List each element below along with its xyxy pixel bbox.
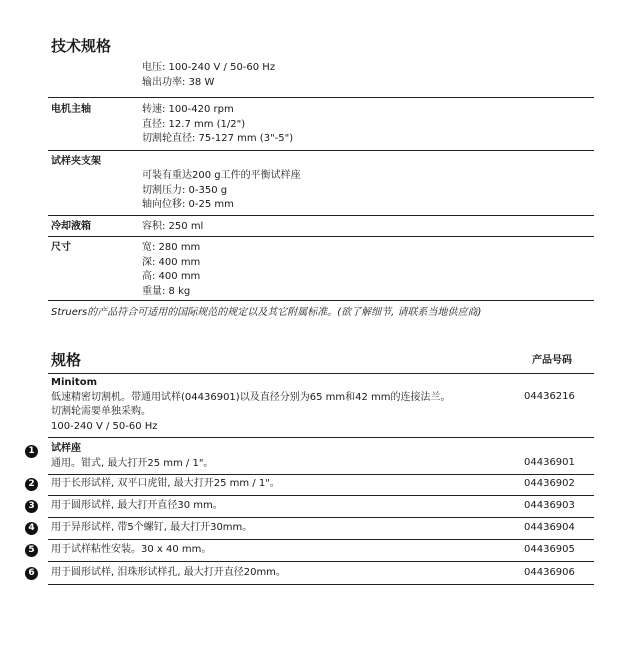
number-badge: 6 [25, 567, 38, 580]
spec-value: 输出功率: 38 W [142, 76, 215, 88]
item-code: 04436905 [524, 544, 575, 555]
item-description: 用于异形试样, 带5个螺钉, 最大打开30mm。 [51, 522, 253, 533]
item-code: 04436902 [524, 478, 575, 489]
product-description: 低速精密切割机。带通用试样(04436901)以及直径分别为65 mm和42 mm的连接法兰。 [51, 391, 451, 403]
number-badge: 5 [25, 544, 38, 557]
number-badge: 1 [25, 445, 38, 458]
divider [48, 236, 594, 237]
compliance-note: Struers的产品符合可适用的国际规范的规定以及其它附属标准。(欲了解细节, 请联系当地供应商) [51, 307, 482, 318]
divider [48, 373, 594, 374]
item-code: 04436903 [524, 500, 575, 511]
technical-specs-title: 技术规格 [51, 37, 112, 55]
spec-value: 重量: 8 kg [142, 285, 191, 297]
item-code: 04436904 [524, 522, 575, 533]
product-description: 切割轮需要单独采购。 [51, 406, 151, 417]
spec-value: 直径: 12.7 mm (1/2") [142, 118, 246, 130]
divider [48, 215, 594, 216]
spec-label: 冷却液箱 [51, 221, 91, 232]
holders-title: 试样座 [51, 443, 81, 454]
spec-label: 尺寸 [51, 242, 71, 253]
item-code: 04436906 [524, 567, 575, 578]
item-description: 用于试样粘性安装。30 x 40 mm。 [51, 544, 212, 555]
number-badge: 4 [25, 522, 38, 535]
spec-value: 高: 400 mm [142, 271, 201, 282]
spec-label: 电机主轴 [51, 104, 91, 115]
spec-value: 电压: 100-240 V / 50-60 Hz [142, 62, 276, 73]
spec-value: 可装有重达200 g工件的平衡试样座 [142, 170, 301, 181]
divider [48, 300, 594, 301]
divider [48, 474, 594, 475]
divider [48, 150, 594, 151]
item-description: 用于圆形试样, 最大打开直径30 mm。 [51, 500, 223, 511]
item-description: 通用。钳式, 最大打开25 mm / 1"。 [51, 457, 214, 469]
ordering-specs-title: 规格 [51, 351, 82, 369]
product-name: Minitom [51, 377, 97, 388]
divider [48, 539, 594, 540]
divider [48, 495, 594, 496]
item-description: 用于圆形试样, 泪珠形试样孔, 最大打开直径20mm。 [51, 567, 286, 578]
product-description: 100-240 V / 50-60 Hz [51, 420, 158, 432]
product-code-header: 产品号码 [532, 355, 572, 366]
divider [48, 561, 594, 562]
spec-value: 深: 400 mm [142, 256, 201, 268]
item-description: 用于长形试样, 双平口虎钳, 最大打开25 mm / 1"。 [51, 478, 280, 489]
divider [48, 517, 594, 518]
divider [48, 584, 594, 585]
divider [48, 97, 594, 98]
spec-value: 宽: 280 mm [142, 242, 201, 253]
product-code: 04436216 [524, 391, 575, 402]
spec-value: 切割压力: 0-350 g [142, 184, 228, 196]
item-code: 04436901 [524, 457, 575, 468]
number-badge: 2 [25, 478, 38, 491]
spec-label: 试样夹支架 [51, 156, 101, 167]
number-badge: 3 [25, 500, 38, 513]
spec-value: 转速: 100-420 rpm [142, 104, 234, 115]
spec-value: 容积: 250 ml [142, 221, 204, 232]
divider [48, 437, 594, 438]
spec-value: 轴向位移: 0-25 mm [142, 199, 234, 210]
spec-value: 切割轮直径: 75-127 mm (3"-5") [142, 133, 294, 144]
